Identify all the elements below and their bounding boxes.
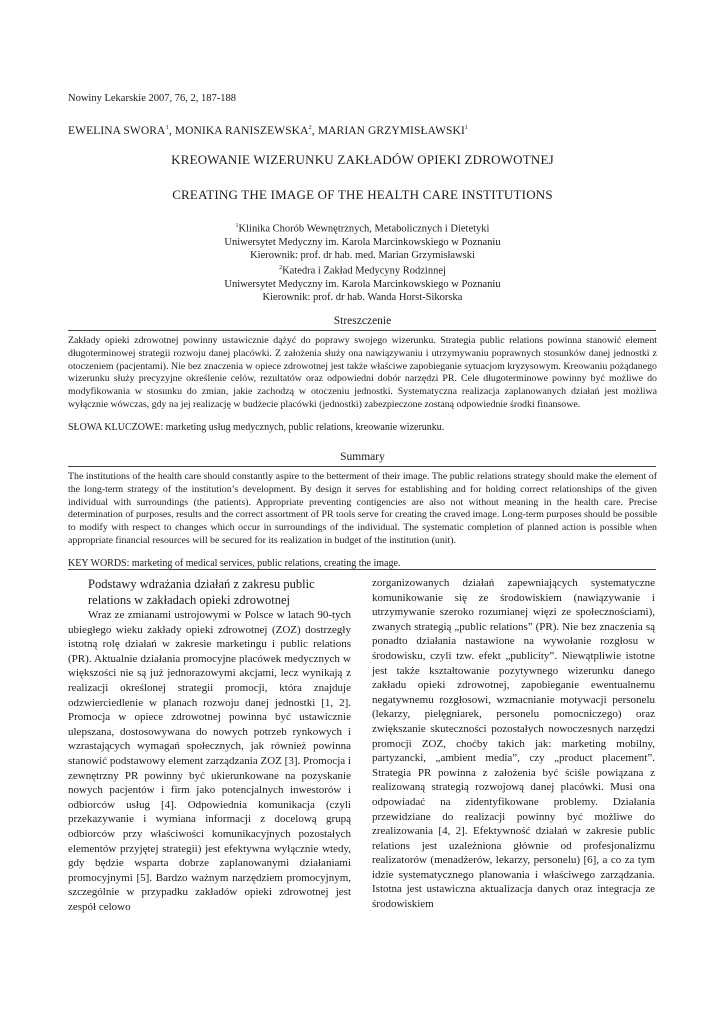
author-affiliation-mark: 2 bbox=[308, 124, 312, 131]
summary-heading: Summary bbox=[340, 451, 385, 463]
affiliation-line: $^2$Katedra i Zakład Medycyny Rodzinnej bbox=[279, 265, 446, 277]
affiliation-mark: 1 bbox=[235, 223, 239, 229]
affiliation-line: Kierownik: prof. dr hab. Wanda Horst-Sikorska bbox=[262, 292, 463, 304]
affiliation-line: Uniwersytet Medyczny im. Karola Marcinkowskiego w Poznaniu bbox=[224, 236, 501, 248]
affiliation-line: $^1$Klinika Chorób Wewnętrznych, Metabolicznych i Dietetyki bbox=[235, 223, 490, 235]
streszczenie-text: Zakłady opieki zdrowotnej powinny ustawicznie dążyć do poprawy swojego wizerunku. Strategia public relations powinna stanowić element długoterminowej strategii rozwoju danej placówki. Z założenia służy ona nawiązywaniu i utrzymywaniu poprawnych stosunków danej jednostki z otoczeniem (pacjentami). Nie bez znaczenia w opiece zdrowotnej jest także właściwe zapobieganie sytuacjom kryzysowym. Kreowaniu pożądanego wizerunku służy precyzyjne określenie celów, rezultatów oraz odpowiedni dobór narzędzi PR. Cele długoterminowe powinny być możliwe do modyfikowania w stosunku do zmian, jakie zachodzą w otoczeniu jednostki. Systematyczna realizacja zaplanowanych działań jest możliwa wyłącznie wówczas, gdy na jej realizację w budżecie placówki (jednostki) zabezpieczone zostaną odpowiednie środki finansowe. bbox=[68, 335, 657, 410]
affiliation-line: Kierownik: prof. dr hab. med. Marian Grzymisławski bbox=[250, 250, 475, 262]
affiliation-line: Uniwersytet Medyczny im. Karola Marcinkowskiego w Poznaniu bbox=[224, 279, 501, 291]
author-affiliation-mark: 1 bbox=[165, 124, 169, 131]
divider bbox=[68, 330, 656, 331]
divider bbox=[68, 569, 656, 570]
journal-citation: Nowiny Lekarskie 2007, 76, 2, 187-188 bbox=[68, 93, 236, 104]
summary-keywords: KEY WORDS: marketing of medical services, public relations, creating the image. bbox=[68, 558, 401, 569]
affiliation-mark: 2 bbox=[279, 265, 283, 272]
body-paragraph: zorganizowanych działań zapewniających systematyczne komunikowanie się ze środowiskiem (nawiązywanie i utrzymywanie szeroko rozumianej więzi ze społecznościami), zwanych strategią „public relations” (PR). Nie bez znaczenia są ponadto działania nastawione na wywołanie rozgłosu w środowisku, czyli tzw. efekt „publicity”. Niewątpliwie istotne jest także kształtowanie pozytywnego wizerunku danego zakładu opieki zdrowotnej, zapobieganie ewentualnemu negatywnemu rozgłosowi, wzmacnianie motywacji personelu (lekarzy, pielęgniarek, personelu pomocniczego) oraz zwiększanie skuteczności pozostałych nowoczesnych narzędzi promocji ZOZ, choćby takich jak: marketing mobilny, partyzancki, „ambient media”, czy „product placement”. Strategia PR powinna z założenia być ściśle powiązana z realizowaną strategią rozwojową danej placówki. Musi ona odpowiadać na zidentyfikowane problemy. Działania przewidziane do realizacji powinny być możliwe do zrealizowania [4, 2]. Efektywność działań w zakresie public relations jest uzależniona głównie od profesjonalizmu realizatorów (menadżerów, lekarzy, personelu) [6], a co za tym idzie systematycznego planowania i właściwego zarządzania. Istotna jest ustawiczna aktualizacja danych oraz integracja ze środowiskiem bbox=[372, 577, 655, 911]
affiliations bbox=[0, 220, 725, 305]
section-heading: Podstawy wdrażania działań z zakresu public relations w zakładach opieki zdrowotnej bbox=[88, 577, 315, 607]
body-column-left bbox=[68, 576, 351, 914]
author-list: EWELINA SWORA$^1$, MONIKA RANISZEWSKA$^2$, MARIAN GRZYMISŁAWSKI$^1$ bbox=[68, 124, 469, 137]
author-name: MONIKA RANISZEWSKA bbox=[174, 124, 309, 137]
title-polish: KREOWANIE WIZERUNKU ZAKŁADÓW OPIEKI ZDROWOTNEJ bbox=[171, 152, 554, 167]
author-name: MARIAN GRZYMISŁAWSKI bbox=[317, 124, 465, 137]
divider bbox=[68, 466, 656, 467]
streszczenie-keywords: SŁOWA KLUCZOWE: marketing usług medycznych, public relations, kreowanie wizerunku. bbox=[68, 422, 445, 433]
summary-text: The institutions of the health care should constantly aspire to the betterment of their image. The public relations strategy should make the element of the long-term strategy of the institution’s development. By design it serves for establishing and for holding correct relationships of the given individual with surroundings (the patients). Appropriate preventing contigencies are also not without meaning in the health care. Precise determination of purposes, results and the correct assortment of PR tools serve for creating the craved image. Long-term purposes should be possible to modify with respect to changes which occur in surroundings of the individual. The systematic completion of planned action is possible when appropriate financial resources will be secured for its realization in budget of the institution (unit). bbox=[68, 471, 657, 546]
author-affiliation-mark: 1 bbox=[464, 124, 469, 131]
body-column-right bbox=[372, 576, 655, 912]
body-paragraph: Wraz ze zmianami ustrojowymi w Polsce w latach 90-tych ubiegłego wieku zakłady opieki zdrowotnej (ZOZ) dostrzegły istotną rolę działań w zakresie marketingu i public relations (PR). Aktualnie działania promocyjne placówek medycznych w większości nie są już jednorazowymi akcjami, lecz wynikają z realizacji określonej strategii promocji, która znajduje odzwierciedlenie w planach rozwoju danej jednostki [1, 2]. Promocja w opiece zdrowotnej powinna być ustawicznie ulepszana, dostosowywana do nowych potrzeb rynkowych i wzrastających wymagań społecznych, jak również powinna stanowić podstawowy element zarządzania ZOZ [3]. Promocja i zewnętrzny PR powinny być ukierunkowane na pozyskanie nowych pacjentów i firm jako potencjalnych inwestorów i odbiorców usług [4]. Odpowiednia komunikacja (czyli przekazywanie i wymiana informacji z docelową grupą odbiorców przy właściwości komunikacyjnych pozostałych elementów przyjętej strategii) jest efektywna wyłącznie wtedy, gdy będzie wsparta dobrze zaplanowanymi działaniami promocyjnymi [5]. Bardzo ważnym narzędziem promocyjnym, szczególnie w przypadku zakładów opieki zdrowotnej jest zespół celowo bbox=[68, 609, 351, 913]
author-name: EWELINA SWORA bbox=[68, 124, 166, 137]
streszczenie-heading: Streszczenie bbox=[333, 315, 392, 327]
title-english: CREATING THE IMAGE OF THE HEALTH CARE INSTITUTIONS bbox=[172, 187, 553, 202]
